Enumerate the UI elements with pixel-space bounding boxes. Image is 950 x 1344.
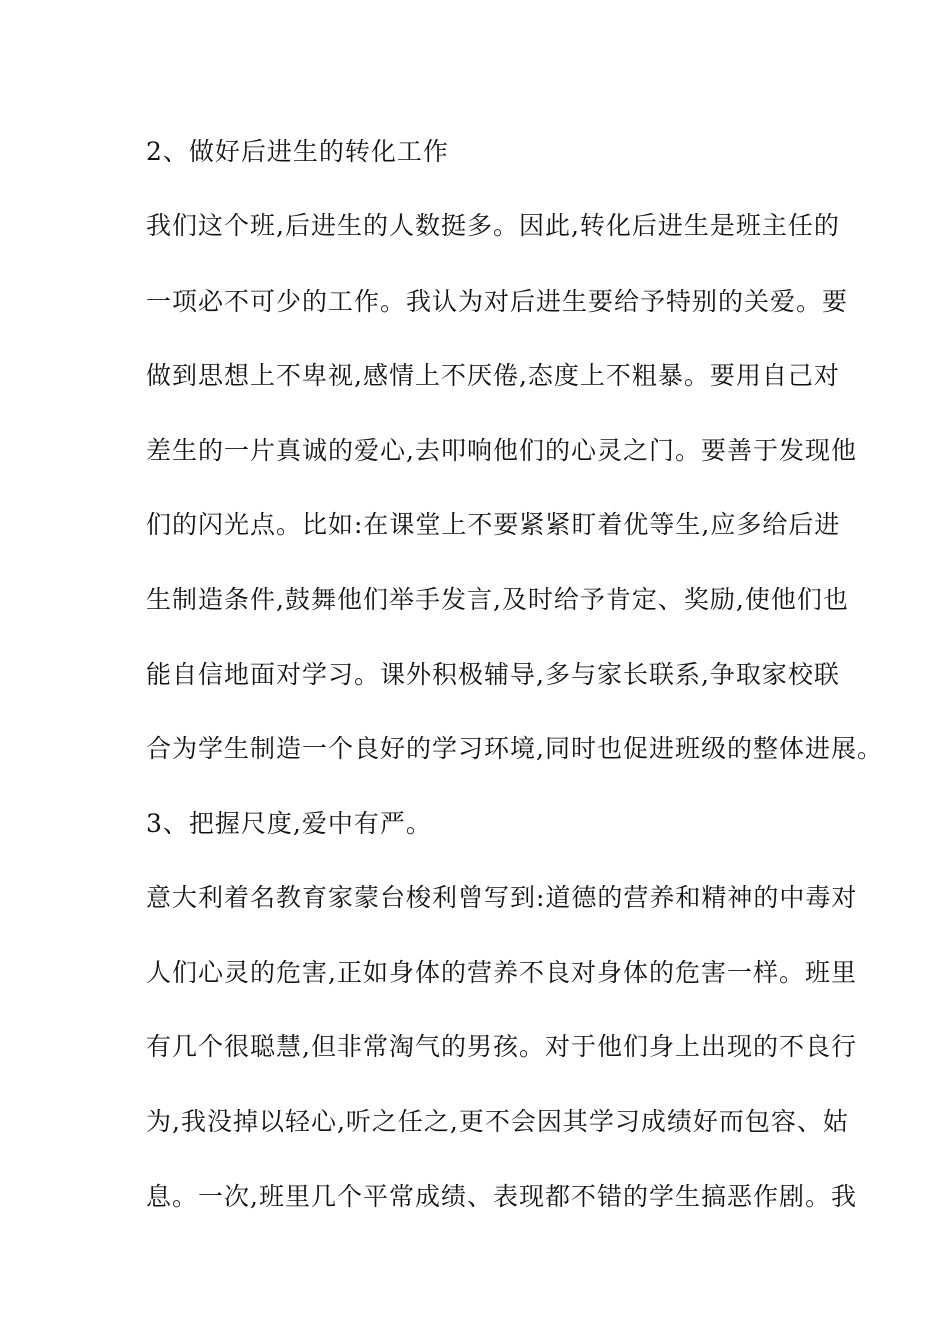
paragraph-line: 有几个很聪慧,但非常淘气的男孩。对于他们身上出现的不良行 — [146, 1032, 857, 1061]
paragraph-line: 做到思想上不卑视,感情上不厌倦,态度上不粗暴。要用自己对 — [146, 361, 840, 390]
paragraph-line: 为,我没掉以轻心,听之任之,更不会因其学习成绩好而包容、姑 — [146, 1107, 849, 1136]
paragraph-line: 息。一次,班里几个平常成绩、表现都不错的学生搞恶作剧。我 — [146, 1182, 857, 1211]
paragraph-line: 人们心灵的危害,正如身体的营养不良对身体的危害一样。班里 — [146, 958, 857, 987]
heading-section-3: 3、把握尺度,爱中有严。 — [146, 809, 432, 838]
paragraph-line: 一项必不可少的工作。我认为对后进生要给予特别的关爱。要 — [146, 287, 849, 316]
paragraph-line: 我们这个班,后进生的人数挺多。因此,转化后进生是班主任的 — [146, 211, 840, 240]
paragraph-line: 差生的一片真诚的爱心,去叩响他们的心灵之门。要善于发现他 — [146, 436, 857, 465]
paragraph-line: 们的闪光点。比如:在课堂上不要紧紧盯着优等生,应多给后进 — [146, 510, 841, 539]
paragraph-line: 能自信地面对学习。课外积极辅导,多与家长联系,争取家校联 — [146, 660, 840, 689]
paragraph-line: 意大利着名教育家蒙台梭利曾写到:道德的营养和精神的中毒对 — [146, 883, 858, 912]
paragraph-line: 生制造条件,鼓舞他们举手发言,及时给予肯定、奖励,使他们也 — [146, 585, 849, 614]
heading-section-2: 2、做好后进生的转化工作 — [146, 137, 449, 166]
paragraph-line: 合为学生制造一个良好的学习环境,同时也促进班级的整体进展。 — [146, 734, 883, 763]
